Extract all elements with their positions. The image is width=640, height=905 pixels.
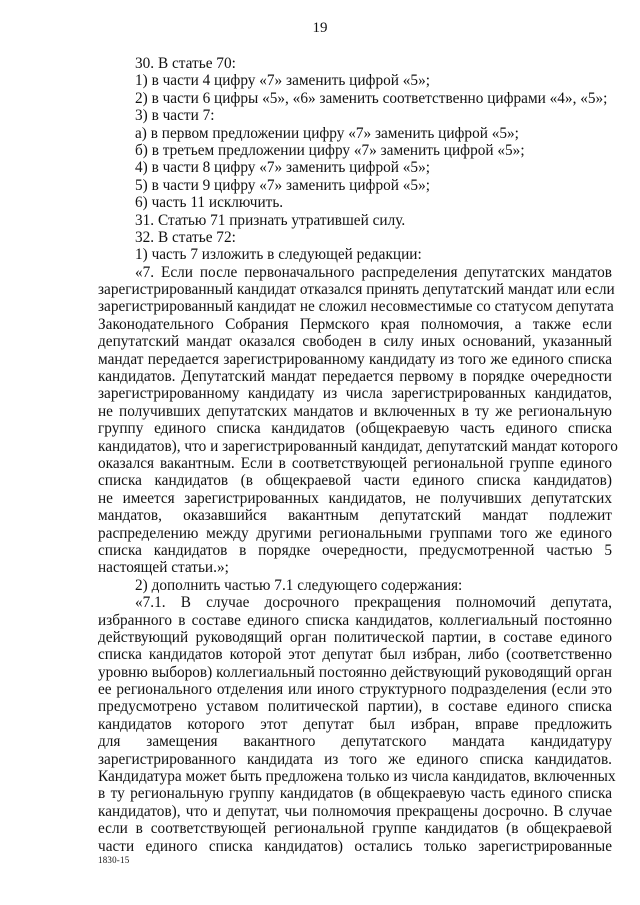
document-code: 1830-15 — [98, 855, 130, 865]
text-line: для замещения вакантного депутатского мандата кандидатуру — [98, 733, 612, 751]
text-line: 1) в части 4 цифру «7» заменить цифрой «5»; — [135, 72, 430, 90]
text-line: Законодательного Собрания Пермского края полномочия, а также если — [98, 315, 612, 333]
text-line: списка кандидатов (в общекраевой части единого списка кандидатов) — [98, 472, 612, 490]
text-line: мандат передается зарегистрированному кандидату из того же единого списка — [98, 350, 612, 368]
text-line: если в соответствующей региональной группе кандидатов (в общекраевой — [98, 820, 612, 838]
text-line: списка кандидатов в порядке очередности, предусмотренной частью 5 — [98, 541, 612, 559]
text-line: не имеется зарегистрированных кандидатов, не получивших депутатских — [98, 489, 612, 507]
text-line: кандидатов которого этот депутат был избран, вправе предложить — [98, 715, 612, 733]
text-line: зарегистрированный кандидат отказался принять депутатский мандат или если — [98, 281, 615, 299]
text-line: мандатов, оказавшийся вакантным депутатский мандат подлежит — [98, 507, 612, 525]
text-line: 1) часть 7 изложить в следующей редакции: — [135, 246, 422, 264]
text-line: списка кандидатов которой этот депутат был избран, либо (соответственно — [98, 646, 612, 664]
text-line: распределению между другими региональными группами того же единого — [98, 524, 612, 542]
text-line: кандидатов), что и депутат, чьи полномочия прекращены досрочно. В случае — [98, 802, 612, 820]
text-line: 5) в части 9 цифру «7» заменить цифрой «5»; — [135, 176, 430, 194]
text-line: не получивших депутатских мандатов и включенных в ту же региональную — [98, 402, 612, 420]
text-line: «7. Если после первоначального распределения депутатских мандатов — [135, 263, 612, 281]
text-line: 31. Статью 71 признать утратившей силу. — [135, 211, 406, 229]
text-line: зарегистрированному кандидату из числа зарегистрированных кандидатов, — [98, 385, 612, 403]
text-line: кандидатов), что и зарегистрированный кандидат, депутатский мандат которого — [98, 437, 618, 455]
text-line: ее регионального отделения или иного структурного подразделения (если это — [98, 681, 612, 699]
text-line: а) в первом предложении цифру «7» заменить цифрой «5»; — [135, 124, 519, 142]
text-line: зарегистрированный кандидат не сложил несовместимые со статусом депутата — [98, 298, 614, 316]
text-line: зарегистрированного кандидата из того же единого списка кандидатов. — [98, 750, 612, 768]
text-line: депутатский мандат оказался свободен в силу иных оснований, указанный — [98, 333, 612, 351]
text-line: 3) в части 7: — [135, 107, 215, 125]
text-line: «7.1. В случае досрочного прекращения полномочий депутата, — [135, 594, 612, 612]
text-line: 2) дополнить частью 7.1 следующего содержания: — [135, 576, 463, 594]
text-line: избранного в составе единого списка кандидатов, коллегиальный постоянно — [98, 611, 612, 629]
text-line: уровню выборов) коллегиальный постоянно действующий руководящий орган — [98, 663, 612, 681]
text-line: части единого списка кандидатов) остались только зарегистрированные — [98, 837, 612, 855]
text-line: Кандидатура может быть предложена только из числа кандидатов, включенных — [98, 768, 616, 786]
text-line: предусмотрено уставом политической партии), в составе единого списка — [98, 698, 612, 716]
text-line: б) в третьем предложении цифру «7» заменить цифрой «5»; — [135, 141, 525, 159]
text-line: действующий руководящий орган политической партии, в составе единого — [98, 628, 612, 646]
document-body — [98, 55, 618, 855]
page-number: 19 — [312, 20, 328, 36]
text-line: 4) в части 8 цифру «7» заменить цифрой «5»; — [135, 159, 430, 177]
text-line: кандидатов. Депутатский мандат передается первому в порядке очередности — [98, 368, 612, 386]
text-line: 32. В статье 72: — [135, 228, 236, 246]
text-line: 6) часть 11 исключить. — [135, 194, 284, 212]
text-line: настоящей статьи.»; — [98, 559, 229, 577]
text-line: 2) в части 6 цифры «5», «6» заменить соответственно цифрами «4», «5»; — [135, 89, 608, 107]
text-line: в ту региональную группу кандидатов (в общекраевую часть единого списка — [98, 785, 612, 803]
text-line: 30. В статье 70: — [135, 55, 236, 72]
text-line: оказался вакантным. Если в соответствующей региональной группе единого — [98, 454, 612, 472]
text-line: группу единого списка кандидатов (общекраевую часть единого списка — [98, 420, 612, 438]
